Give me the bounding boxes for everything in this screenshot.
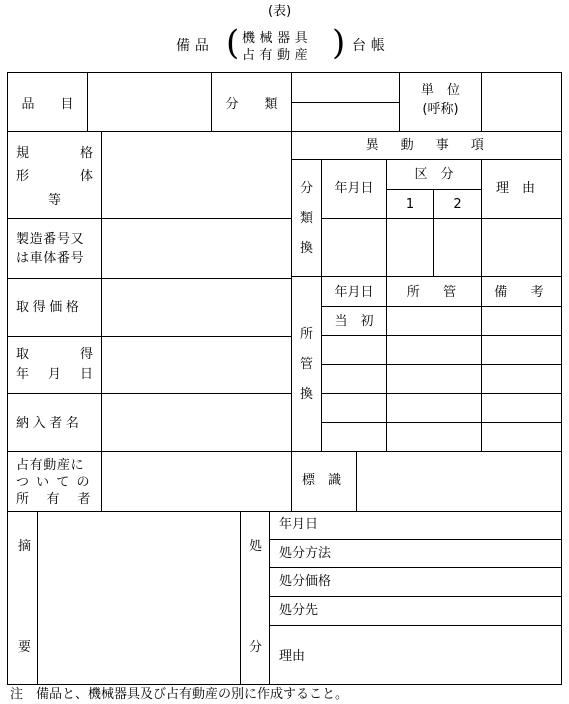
- owner-label-1: 占有動産に: [16, 458, 85, 473]
- disposal-row-price: 処分価格: [279, 574, 332, 589]
- custody-side-1: 所: [300, 327, 314, 342]
- owner-value[interactable]: [102, 452, 291, 511]
- left-brace: (: [226, 23, 240, 63]
- remarks-label-bottom: 要: [18, 640, 32, 655]
- spec-label-3: 等: [48, 193, 62, 208]
- spec-label-2b: 体: [80, 169, 94, 184]
- movement-date-header: 年月日: [334, 181, 374, 196]
- movement-title: 異 動 事 項: [365, 138, 489, 153]
- custody-side-2: 管: [300, 357, 314, 372]
- disposal-row-date: 年月日: [279, 517, 319, 532]
- item-label: [8, 73, 87, 131]
- movement-kubun-2: 2: [453, 197, 462, 212]
- acq-price-label: 取得価格: [16, 300, 83, 315]
- mark-value[interactable]: [357, 452, 561, 511]
- movement-date-value[interactable]: [322, 219, 386, 276]
- class-label-text: 分 類: [225, 96, 278, 112]
- spec-label-2a: 形: [16, 169, 30, 184]
- remarks-value[interactable]: [38, 512, 240, 684]
- owner-label-3: 所 有 者: [16, 492, 93, 507]
- movement-side-2: 類: [300, 211, 314, 226]
- acq-date-label-a: 取: [16, 347, 30, 362]
- spec-label-1a: 規: [16, 146, 30, 161]
- disposal-row-reason: 理由: [279, 649, 306, 664]
- movement-reason-value[interactable]: [482, 219, 561, 276]
- movement-reason-header: 理 由: [496, 181, 536, 196]
- disposal-row-method: 処分方法: [279, 546, 332, 561]
- title-mid-top: 機械器具: [242, 31, 313, 46]
- acq-price-value[interactable]: [102, 279, 291, 336]
- unit-sub-label: (呼称): [422, 102, 459, 117]
- custody-initial: 当 初: [334, 314, 374, 329]
- class-label: [212, 73, 291, 131]
- acq-date-label-d: 月: [48, 367, 62, 382]
- spec-label-1b: 格: [80, 146, 94, 161]
- custody-side-3: 換: [300, 387, 314, 402]
- remarks-label-top: 摘: [18, 539, 32, 554]
- custody-date-header: 年月日: [334, 285, 374, 300]
- spec-value[interactable]: [102, 132, 291, 218]
- right-brace: ): [332, 23, 346, 63]
- item-label-text: 品 目: [21, 96, 74, 112]
- movement-kubun2-value[interactable]: [434, 219, 481, 276]
- class-value-top[interactable]: [292, 73, 399, 102]
- class-value-bottom[interactable]: [292, 103, 399, 131]
- custody-office-row1[interactable]: [387, 307, 481, 335]
- movement-kubun-1: 1: [405, 197, 415, 212]
- custody-office-header: 所 管: [406, 285, 462, 300]
- acq-date-value[interactable]: [102, 337, 291, 393]
- item-value[interactable]: [88, 73, 211, 131]
- supplier-value[interactable]: [102, 394, 291, 451]
- movement-side-3: 換: [300, 241, 314, 256]
- title-left: 備品: [176, 38, 214, 54]
- serial-value[interactable]: [102, 219, 291, 278]
- unit-label: 単 位: [420, 83, 460, 98]
- supplier-label: 納入者名: [16, 416, 83, 431]
- disposal-row-destination: 処分先: [279, 603, 319, 618]
- serial-label-2: は車体番号: [16, 251, 85, 266]
- acq-date-label-c: 年: [16, 367, 30, 382]
- unit-value[interactable]: [482, 73, 561, 131]
- footnote: 注 備品と、機械器具及び占有動産の別に作成すること。: [10, 687, 349, 702]
- serial-label-1: 製造番号又: [16, 232, 85, 247]
- mark-label: 標 識: [302, 473, 342, 488]
- form-tag: (表): [268, 4, 292, 19]
- acq-date-label-e: 日: [80, 367, 94, 382]
- owner-label-2: ついての: [16, 475, 97, 490]
- title-mid-bottom: 占有動産: [242, 48, 313, 63]
- custody-note-header: 備 考: [494, 285, 549, 300]
- custody-note-row1[interactable]: [482, 307, 561, 335]
- movement-side-1: 分: [300, 181, 314, 196]
- disposal-label-bottom: 分: [249, 640, 263, 655]
- disposal-label-top: 処: [249, 539, 263, 554]
- acq-date-label-b: 得: [80, 347, 94, 362]
- movement-kubun1-value[interactable]: [387, 219, 433, 276]
- movement-kubun-header: 区 分: [414, 167, 454, 182]
- title-right: 台帳: [352, 38, 390, 54]
